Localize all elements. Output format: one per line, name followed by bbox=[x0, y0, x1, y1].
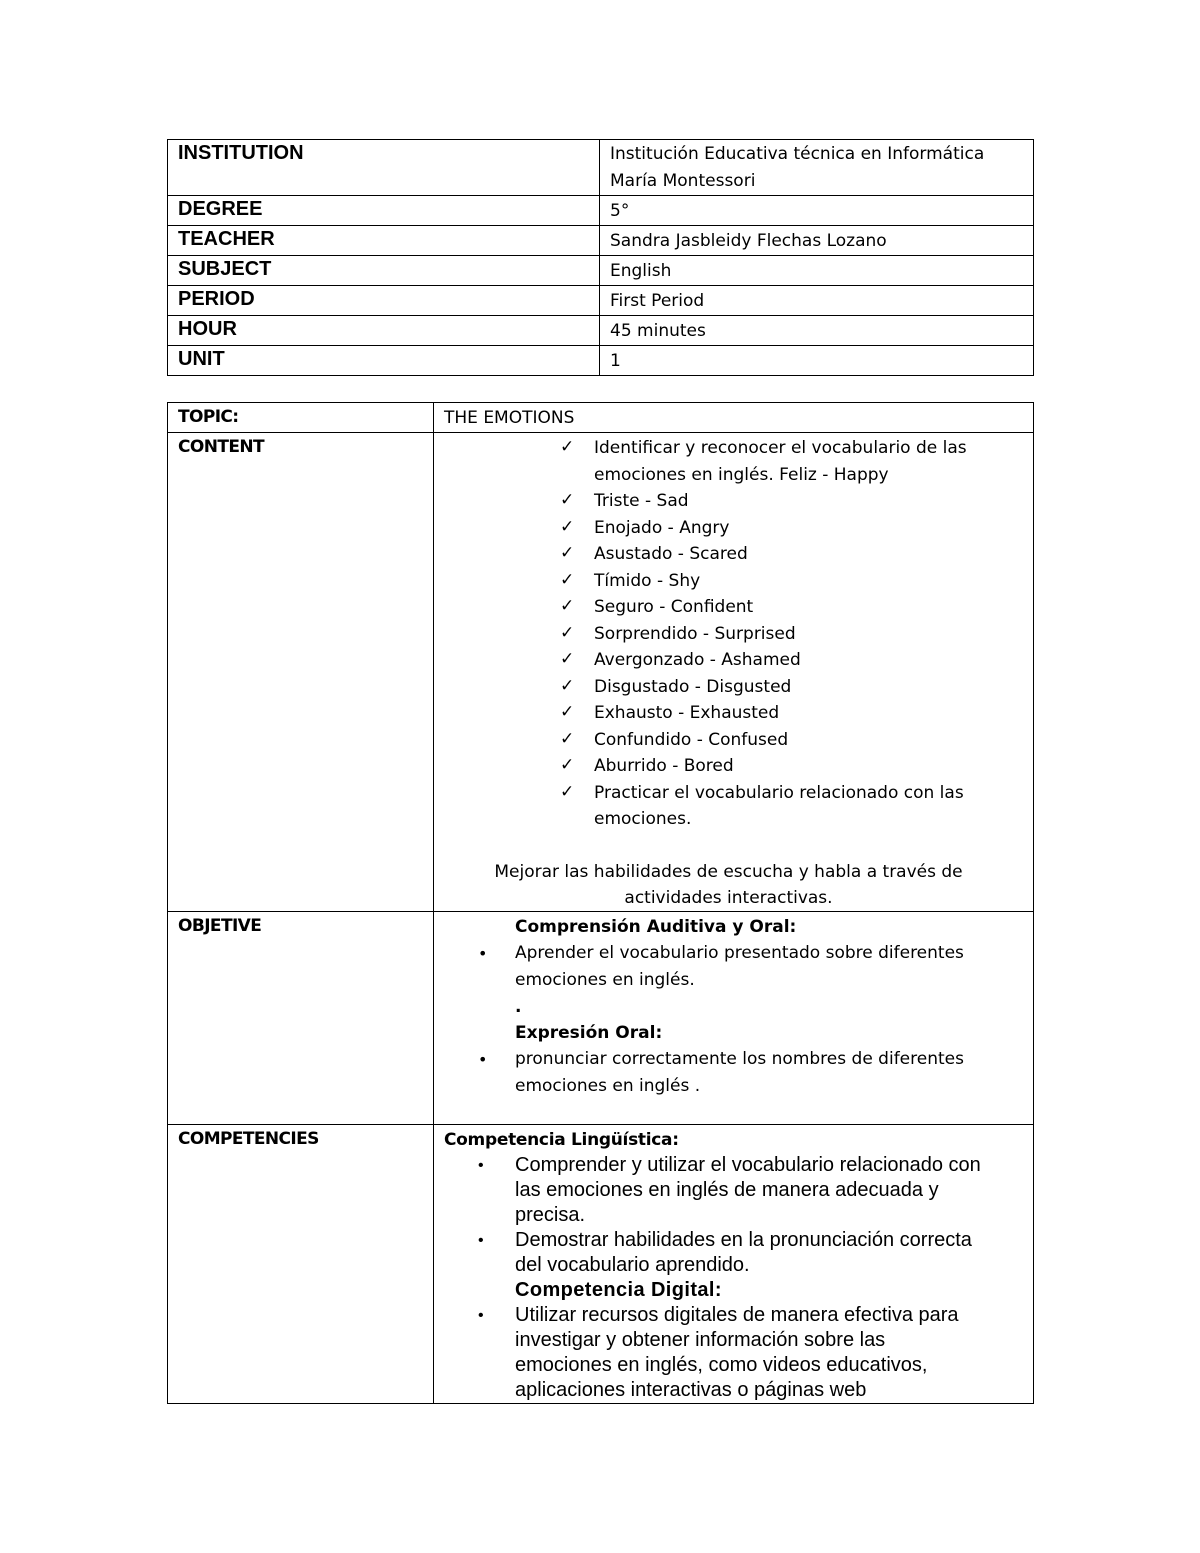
info-value-subject: English bbox=[600, 256, 1034, 286]
info-value-teacher: Sandra Jasbleidy Flechas Lozano bbox=[600, 226, 1034, 256]
lesson-plan-table bbox=[167, 402, 1034, 1404]
checkmark-icon: ✓ bbox=[560, 516, 575, 537]
info-value-degree: 5° bbox=[600, 196, 1034, 226]
list-item: • Demostrar habilidades en la pronunciación correcta del vocabulario aprendido. bbox=[478, 1228, 972, 1276]
competencies-list-1 bbox=[478, 1153, 1023, 1278]
info-row-subject bbox=[168, 256, 1034, 286]
checkmark-icon: ✓ bbox=[560, 622, 575, 643]
info-label-unit: UNIT bbox=[168, 346, 600, 376]
list-item: ✓ Confundido - Confused bbox=[444, 727, 1023, 754]
plan-row-competencies bbox=[168, 1124, 1034, 1403]
checkmark-icon: ✓ bbox=[560, 755, 575, 775]
info-value-hour: 45 minutes bbox=[600, 316, 1034, 346]
objective-list-2 bbox=[478, 1046, 1023, 1100]
info-row-period bbox=[168, 286, 1034, 316]
checkmark-icon: ✓ bbox=[560, 675, 575, 696]
list-item: • Utilizar recursos digitales de manera efectiva para investigar y obtener información sobre las emociones en inglés, como videos educativos, aplicaciones interactivas o páginas web bbox=[478, 1303, 959, 1401]
competencies-list-2 bbox=[478, 1303, 1023, 1403]
bullet-icon: • bbox=[478, 1049, 488, 1069]
info-row-unit bbox=[168, 346, 1034, 376]
info-label-institution: INSTITUTION bbox=[168, 140, 600, 196]
checkmark-icon: ✓ bbox=[560, 781, 575, 802]
objective-heading-1: Comprensión Auditiva y Oral: bbox=[515, 916, 797, 937]
plan-label-topic: TOPIC: bbox=[168, 403, 434, 433]
content-note: Mejorar las habilidades de escucha y habla a través de actividades interactivas. bbox=[494, 861, 963, 908]
list-item: ✓ Triste - Sad bbox=[444, 488, 1023, 515]
list-item: emociones en inglés. Feliz - Happy bbox=[594, 464, 889, 485]
list-item: emociones. bbox=[594, 809, 692, 829]
checkmark-icon: ✓ bbox=[560, 702, 575, 722]
list-item: • pronunciar correctamente los nombres de diferentes emociones en inglés . bbox=[515, 1046, 1023, 1100]
plan-row-topic bbox=[168, 403, 1034, 433]
bullet-icon: • bbox=[478, 1231, 484, 1249]
bullet-icon: • bbox=[478, 1306, 484, 1324]
info-value-unit: 1 bbox=[600, 346, 1034, 376]
competencies-heading-1: Competencia Lingüística: bbox=[444, 1129, 679, 1150]
info-row-teacher bbox=[168, 226, 1034, 256]
list-item: ✓ Seguro - Confident bbox=[444, 594, 1023, 621]
info-row-degree bbox=[168, 196, 1034, 226]
checkmark-icon: ✓ bbox=[560, 649, 575, 669]
plan-value-content bbox=[434, 433, 1034, 912]
list-item: ✓ Aburrido - Bored bbox=[444, 753, 1023, 780]
info-label-subject: SUBJECT bbox=[168, 256, 600, 286]
plan-label-competencies: COMPETENCIES bbox=[168, 1124, 434, 1403]
checkmark-icon: ✓ bbox=[560, 569, 575, 590]
list-item: ✓ Practicar el vocabulario relacionado con las bbox=[444, 780, 1023, 807]
list-item: ✓ Exhausto - Exhausted bbox=[444, 700, 1023, 727]
info-value-institution bbox=[600, 140, 1034, 196]
info-row-institution bbox=[168, 140, 1034, 196]
objective-heading-2: Expresión Oral: bbox=[515, 1022, 663, 1043]
institution-line-1: Institución Educativa técnica en Informática bbox=[610, 144, 985, 164]
list-item: ✓ Tímido - Shy bbox=[444, 568, 1023, 595]
list-item: • Comprender y utilizar el vocabulario relacionado con las emociones en inglés de manera adecuada y precisa. bbox=[478, 1153, 981, 1226]
list-item: ✓ Identificar y reconocer el vocabulario de las bbox=[444, 435, 1023, 462]
bullet-icon: • bbox=[478, 1156, 484, 1174]
objective-list-1 bbox=[478, 940, 1023, 994]
bullet-icon: • bbox=[478, 943, 488, 963]
list-item: ✓ Avergonzado - Ashamed bbox=[444, 647, 1023, 674]
list-item: ✓ Enojado - Angry bbox=[444, 515, 1023, 542]
checkmark-icon: ✓ bbox=[560, 728, 575, 749]
checkmark-icon: ✓ bbox=[560, 490, 575, 510]
checkmark-icon: ✓ bbox=[560, 596, 575, 616]
content-checklist bbox=[444, 435, 1023, 833]
list-item: ✓ Sorprendido - Surprised bbox=[444, 621, 1023, 648]
institution-line-2: María Montessori bbox=[610, 171, 756, 191]
list-item: ✓ Asustado - Scared bbox=[444, 541, 1023, 568]
plan-value-objective bbox=[434, 911, 1034, 1124]
plan-row-content bbox=[168, 433, 1034, 912]
info-value-period: First Period bbox=[600, 286, 1034, 316]
info-label-degree: DEGREE bbox=[168, 196, 600, 226]
plan-value-competencies bbox=[434, 1124, 1034, 1403]
checkmark-icon: ✓ bbox=[560, 437, 575, 457]
list-item: • Aprender el vocabulario presentado sobre diferentes emociones en inglés. bbox=[515, 940, 1023, 994]
checkmark-icon: ✓ bbox=[560, 543, 575, 563]
plan-value-topic: THE EMOTIONS bbox=[434, 403, 1034, 433]
info-table bbox=[167, 139, 1034, 376]
info-row-hour bbox=[168, 316, 1034, 346]
plan-label-content: CONTENT bbox=[168, 433, 434, 912]
info-label-period: PERIOD bbox=[168, 286, 600, 316]
info-label-teacher: TEACHER bbox=[168, 226, 600, 256]
list-item: ✓ Disgustado - Disgusted bbox=[444, 674, 1023, 701]
objective-dot: . bbox=[515, 996, 522, 1017]
plan-label-objective: OBJETIVE bbox=[168, 911, 434, 1124]
competencies-heading-2: Competencia Digital: bbox=[515, 1278, 722, 1301]
plan-row-objective bbox=[168, 911, 1034, 1124]
info-label-hour: HOUR bbox=[168, 316, 600, 346]
